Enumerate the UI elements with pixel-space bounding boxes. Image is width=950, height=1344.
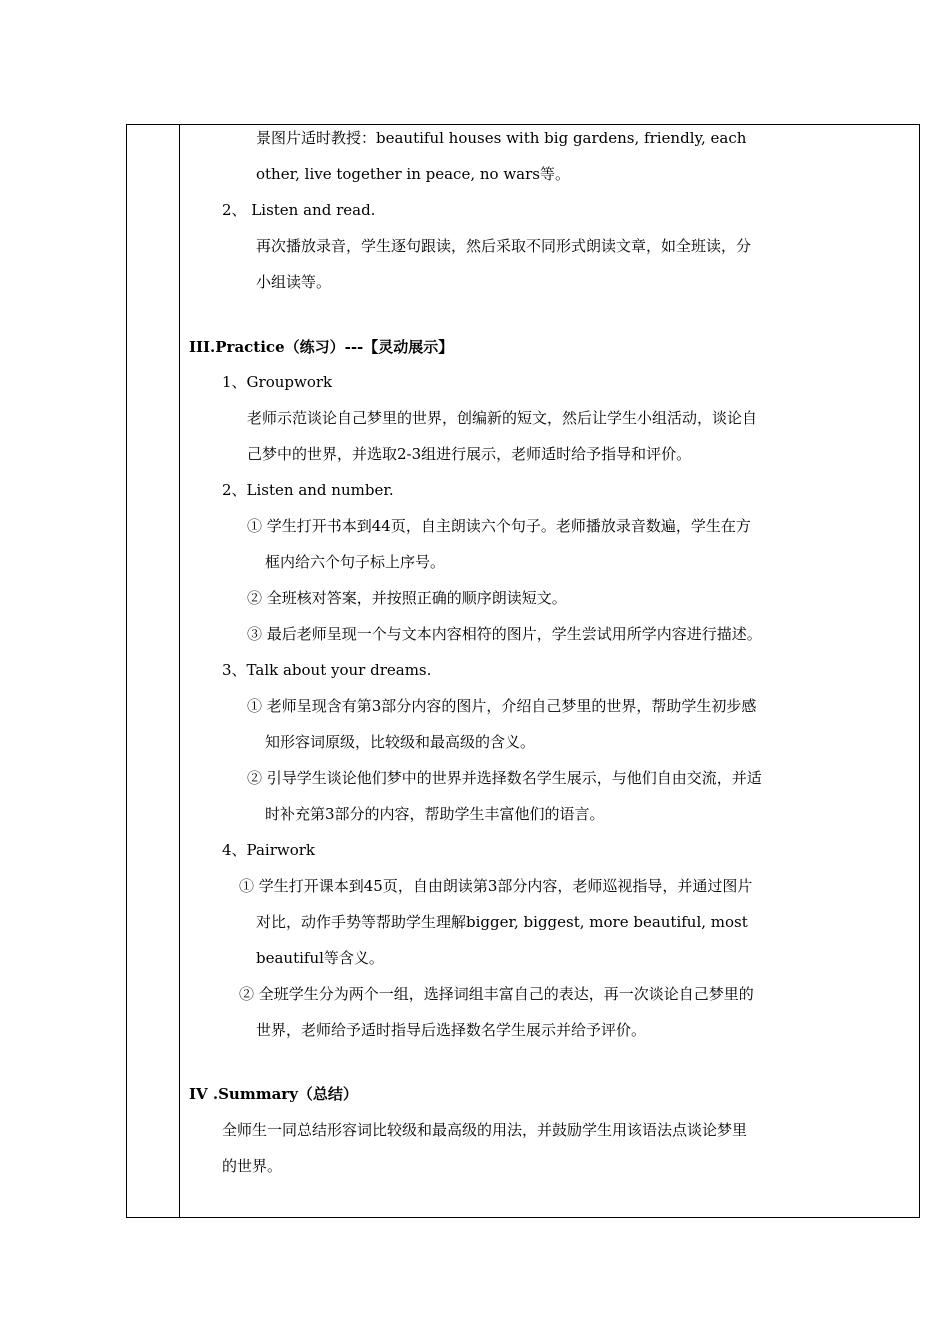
- text-line: 知形容词原级，比较级和最高级的含义。: [265, 733, 536, 751]
- text-line: ① 老师呈现含有第3部分内容的图片，介绍自己梦里的世界，帮助学生初步感: [247, 697, 757, 715]
- list-item-heading: 2、 Listen and read.: [222, 201, 376, 219]
- text-line: other, live together in peace, no wars等。: [256, 165, 570, 183]
- text-line: ③ 最后老师呈现一个与文本内容相符的图片，学生尝试用所学内容进行描述。: [247, 625, 762, 643]
- text-line: ① 学生打开课本到45页，自由朗读第3部分内容，老师巡视指导，并通过图片: [239, 877, 753, 895]
- text-line: 世界，老师给予适时指导后选择数名学生展示并给予评价。: [256, 1021, 647, 1039]
- list-item-heading: 1、Groupwork: [222, 373, 333, 391]
- text-line: 老师示范谈论自己梦里的世界，创编新的短文，然后让学生小组活动，谈论自: [247, 409, 758, 427]
- text-line: ② 全班学生分为两个一组，选择词组丰富自己的表达，再一次谈论自己梦里的: [239, 985, 754, 1003]
- list-item-heading: 4、Pairwork: [222, 841, 316, 859]
- text-line: 对比，动作手势等帮助学生理解bigger, biggest, more beautiful, most: [256, 913, 748, 931]
- text-line: ② 全班核对答案，并按照正确的顺序朗读短文。: [247, 589, 567, 607]
- section-heading: III.Practice（练习）---【灵动展示】: [189, 338, 454, 356]
- section-heading: IV .Summary（总结）: [189, 1085, 358, 1103]
- list-item-heading: 2、Listen and number.: [222, 481, 394, 499]
- text-line: 再次播放录音，学生逐句跟读，然后采取不同形式朗读文章，如全班读，分: [256, 237, 752, 255]
- text-line: ② 引导学生谈论他们梦中的世界并选择数名学生展示，与他们自由交流，并适: [247, 769, 762, 787]
- text-line: 全师生一同总结形容词比较级和最高级的用法，并鼓励学生用该语法点谈论梦里: [222, 1121, 748, 1139]
- text-line: ① 学生打开书本到44页，自主朗读六个句子。老师播放录音数遍，学生在方: [247, 517, 751, 535]
- text-line: 时补充第3部分的内容，帮助学生丰富他们的语言。: [265, 805, 605, 823]
- text-line: 景图片适时教授：beautiful houses with big gardens, friendly, each: [256, 129, 747, 147]
- text-line: 的世界。: [222, 1157, 283, 1175]
- text-line: 框内给六个句子标上序号。: [265, 553, 446, 571]
- column-divider: [179, 124, 180, 1218]
- list-item-heading: 3、Talk about your dreams.: [222, 661, 432, 679]
- text-line: beautiful等含义。: [256, 949, 384, 967]
- text-line: 小组读等。: [256, 273, 332, 291]
- text-line: 己梦中的世界，并选取2-3组进行展示，老师适时给予指导和评价。: [247, 445, 692, 463]
